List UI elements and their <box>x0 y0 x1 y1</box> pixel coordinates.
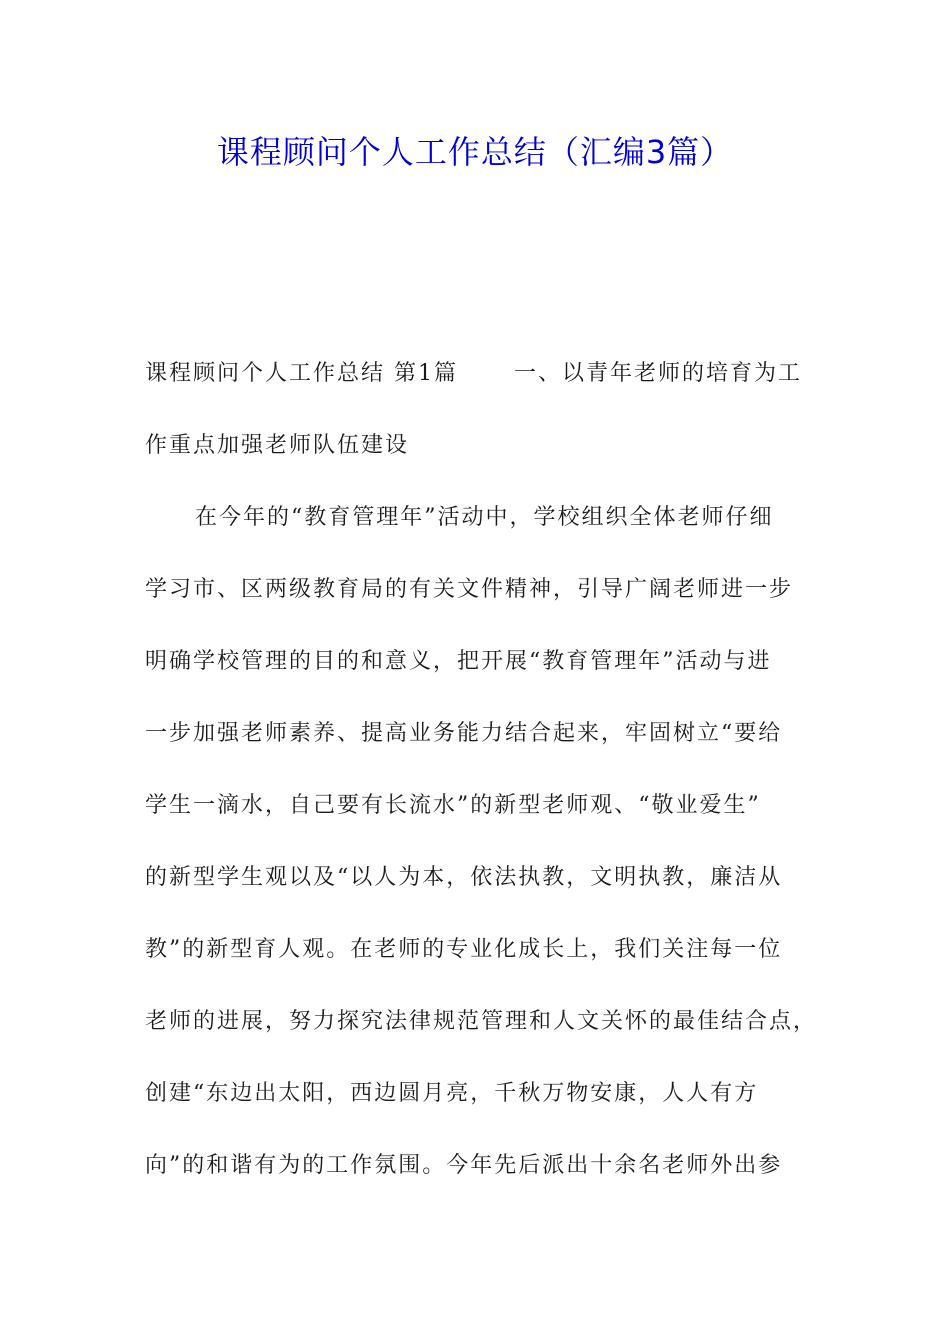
paragraph-line: 学习市、区两级教育局的有关文件精神，引导广阔老师进一步 <box>145 577 794 602</box>
document-title: 课程顾问个人工作总结（汇编3篇） <box>216 133 734 171</box>
paragraph-line: 创建“东边出太阳，西边圆月亮，千秋万物安康，人人有方 <box>145 1081 759 1106</box>
paragraph-line: 一步加强老师素养、提高业务能力结合起来，牢固树立“要给 <box>145 721 783 746</box>
section-heading-start: 一、以青年老师的培育为工 <box>514 361 803 386</box>
paragraph-line: 学生一滴水，自己要有长流水”的新型老师观、“敬业爱生” <box>145 793 761 818</box>
paragraph-line: 明确学校管理的目的和意义，把开展“教育管理年”活动与进 <box>145 649 772 674</box>
paragraph-line: 老师的进展，努力探究法律规范管理和人文关怀的最佳结合点， <box>145 1009 818 1034</box>
chapter-heading: 课程顾问个人工作总结 第1篇 <box>145 361 458 386</box>
paragraph-line: 向”的和谐有为的工作氛围。今年先后派出十余名老师外出参 <box>145 1153 783 1178</box>
paragraph-line: 教”的新型育人观。在老师的专业化成长上，我们关注每一位 <box>145 937 783 962</box>
heading-line-1 <box>145 338 810 410</box>
paragraph-line: 在今年的“教育管理年”活动中，学校组织全体老师仔细 <box>195 505 774 530</box>
document-body <box>145 338 818 1202</box>
heading-line-2: 作重点加强老师队伍建设 <box>145 433 410 458</box>
paragraph-line: 的新型学生观以及“以人为本，依法执教，文明执教，廉洁从 <box>145 865 783 890</box>
